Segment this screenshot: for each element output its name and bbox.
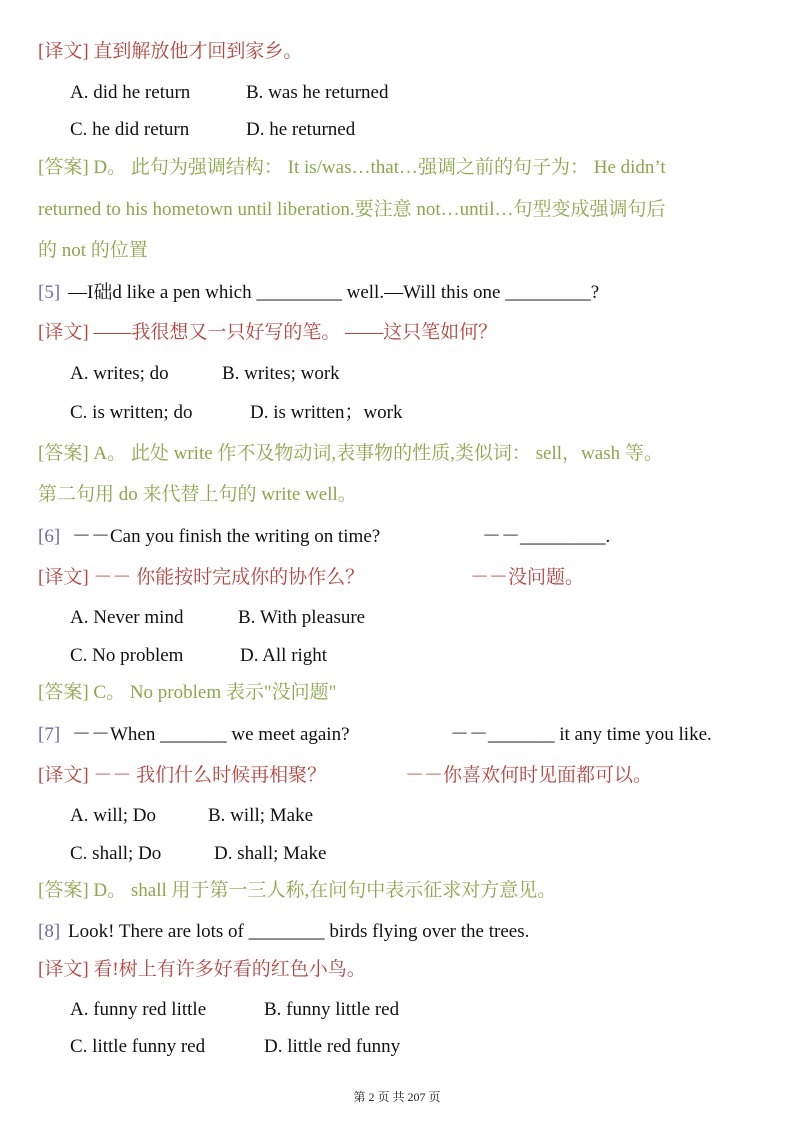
option-b: B. With pleasure	[238, 607, 366, 628]
option-c: C. shall; Do	[70, 843, 162, 864]
option-a: A. will; Do	[70, 805, 157, 826]
answer-line: returned to his hometown until liberation.要注意 not…until…句型变成强调句后	[38, 199, 666, 220]
question-text: —I础d like a pen which _________ well.—Will this one _________?	[68, 282, 600, 303]
question-text: －－Can you finish the writing on time?	[72, 526, 381, 547]
option-b: B. was he returned	[246, 82, 389, 103]
option-d: D. shall; Make	[214, 843, 327, 864]
answer-line: [答案] A。 此处 write 作不及物动词,表事物的性质,类似词： sell，wash 等。	[38, 443, 663, 464]
option-b: B. writes; work	[222, 363, 340, 384]
question-number: [6]	[38, 526, 61, 547]
question-response: －－_________.	[482, 526, 611, 547]
question-number: [8]	[38, 921, 61, 942]
option-a: A. writes; do	[70, 363, 169, 384]
translation-response: －－你喜欢何时见面都可以。	[405, 765, 653, 786]
translation-response: －－没问题。	[470, 567, 585, 588]
option-c: C. he did return	[70, 119, 190, 140]
answer-line: [答案] D。 shall 用于第一三人称,在问句中表示征求对方意见。	[38, 880, 557, 901]
question-response: －－_______ it any time you like.	[450, 724, 712, 745]
question-number: [7]	[38, 724, 61, 745]
option-c: C. No problem	[70, 645, 184, 666]
translation-line: [译文] 看!树上有许多好看的红色小鸟。	[38, 959, 366, 980]
page-footer: 第 2 页 共 207 页	[353, 1090, 441, 1104]
answer-line: 的 not 的位置	[38, 240, 148, 261]
question-text: －－When _______ we meet again?	[72, 724, 350, 745]
translation-line: [译文] －－ 我们什么时候再相聚？	[38, 765, 327, 786]
option-d: D. is written；work	[250, 402, 403, 423]
option-a: A. did he return	[70, 82, 191, 103]
translation-line: [译文] 直到解放他才回到家乡。	[38, 41, 303, 62]
option-d: D. he returned	[246, 119, 356, 140]
option-a: A. funny red little	[70, 999, 207, 1020]
answer-line: 第二句用 do 来代替上句的 write well。	[38, 484, 357, 505]
option-c: C. is written; do	[70, 402, 193, 423]
answer-line: [答案] C。 No problem 表示"没问题"	[38, 682, 337, 703]
option-d: D. little red funny	[264, 1036, 401, 1057]
translation-line: [译文] －－ 你能按时完成你的协作么？	[38, 567, 365, 588]
option-d: D. All right	[240, 645, 328, 666]
question-number: [5]	[38, 282, 61, 303]
option-b: B. funny little red	[264, 999, 400, 1020]
option-c: C. little funny red	[70, 1036, 206, 1057]
translation-line: [译文] ——我很想又一只好写的笔。 ——这只笔如何？	[38, 322, 498, 343]
question-text: Look! There are lots of ________ birds flying over the trees.	[68, 921, 530, 942]
option-a: A. Never mind	[70, 607, 184, 628]
answer-line: [答案] D。 此句为强调结构： It is/was…that…强调之前的句子为： He didn’t	[38, 157, 666, 178]
option-b: B. will; Make	[208, 805, 314, 826]
